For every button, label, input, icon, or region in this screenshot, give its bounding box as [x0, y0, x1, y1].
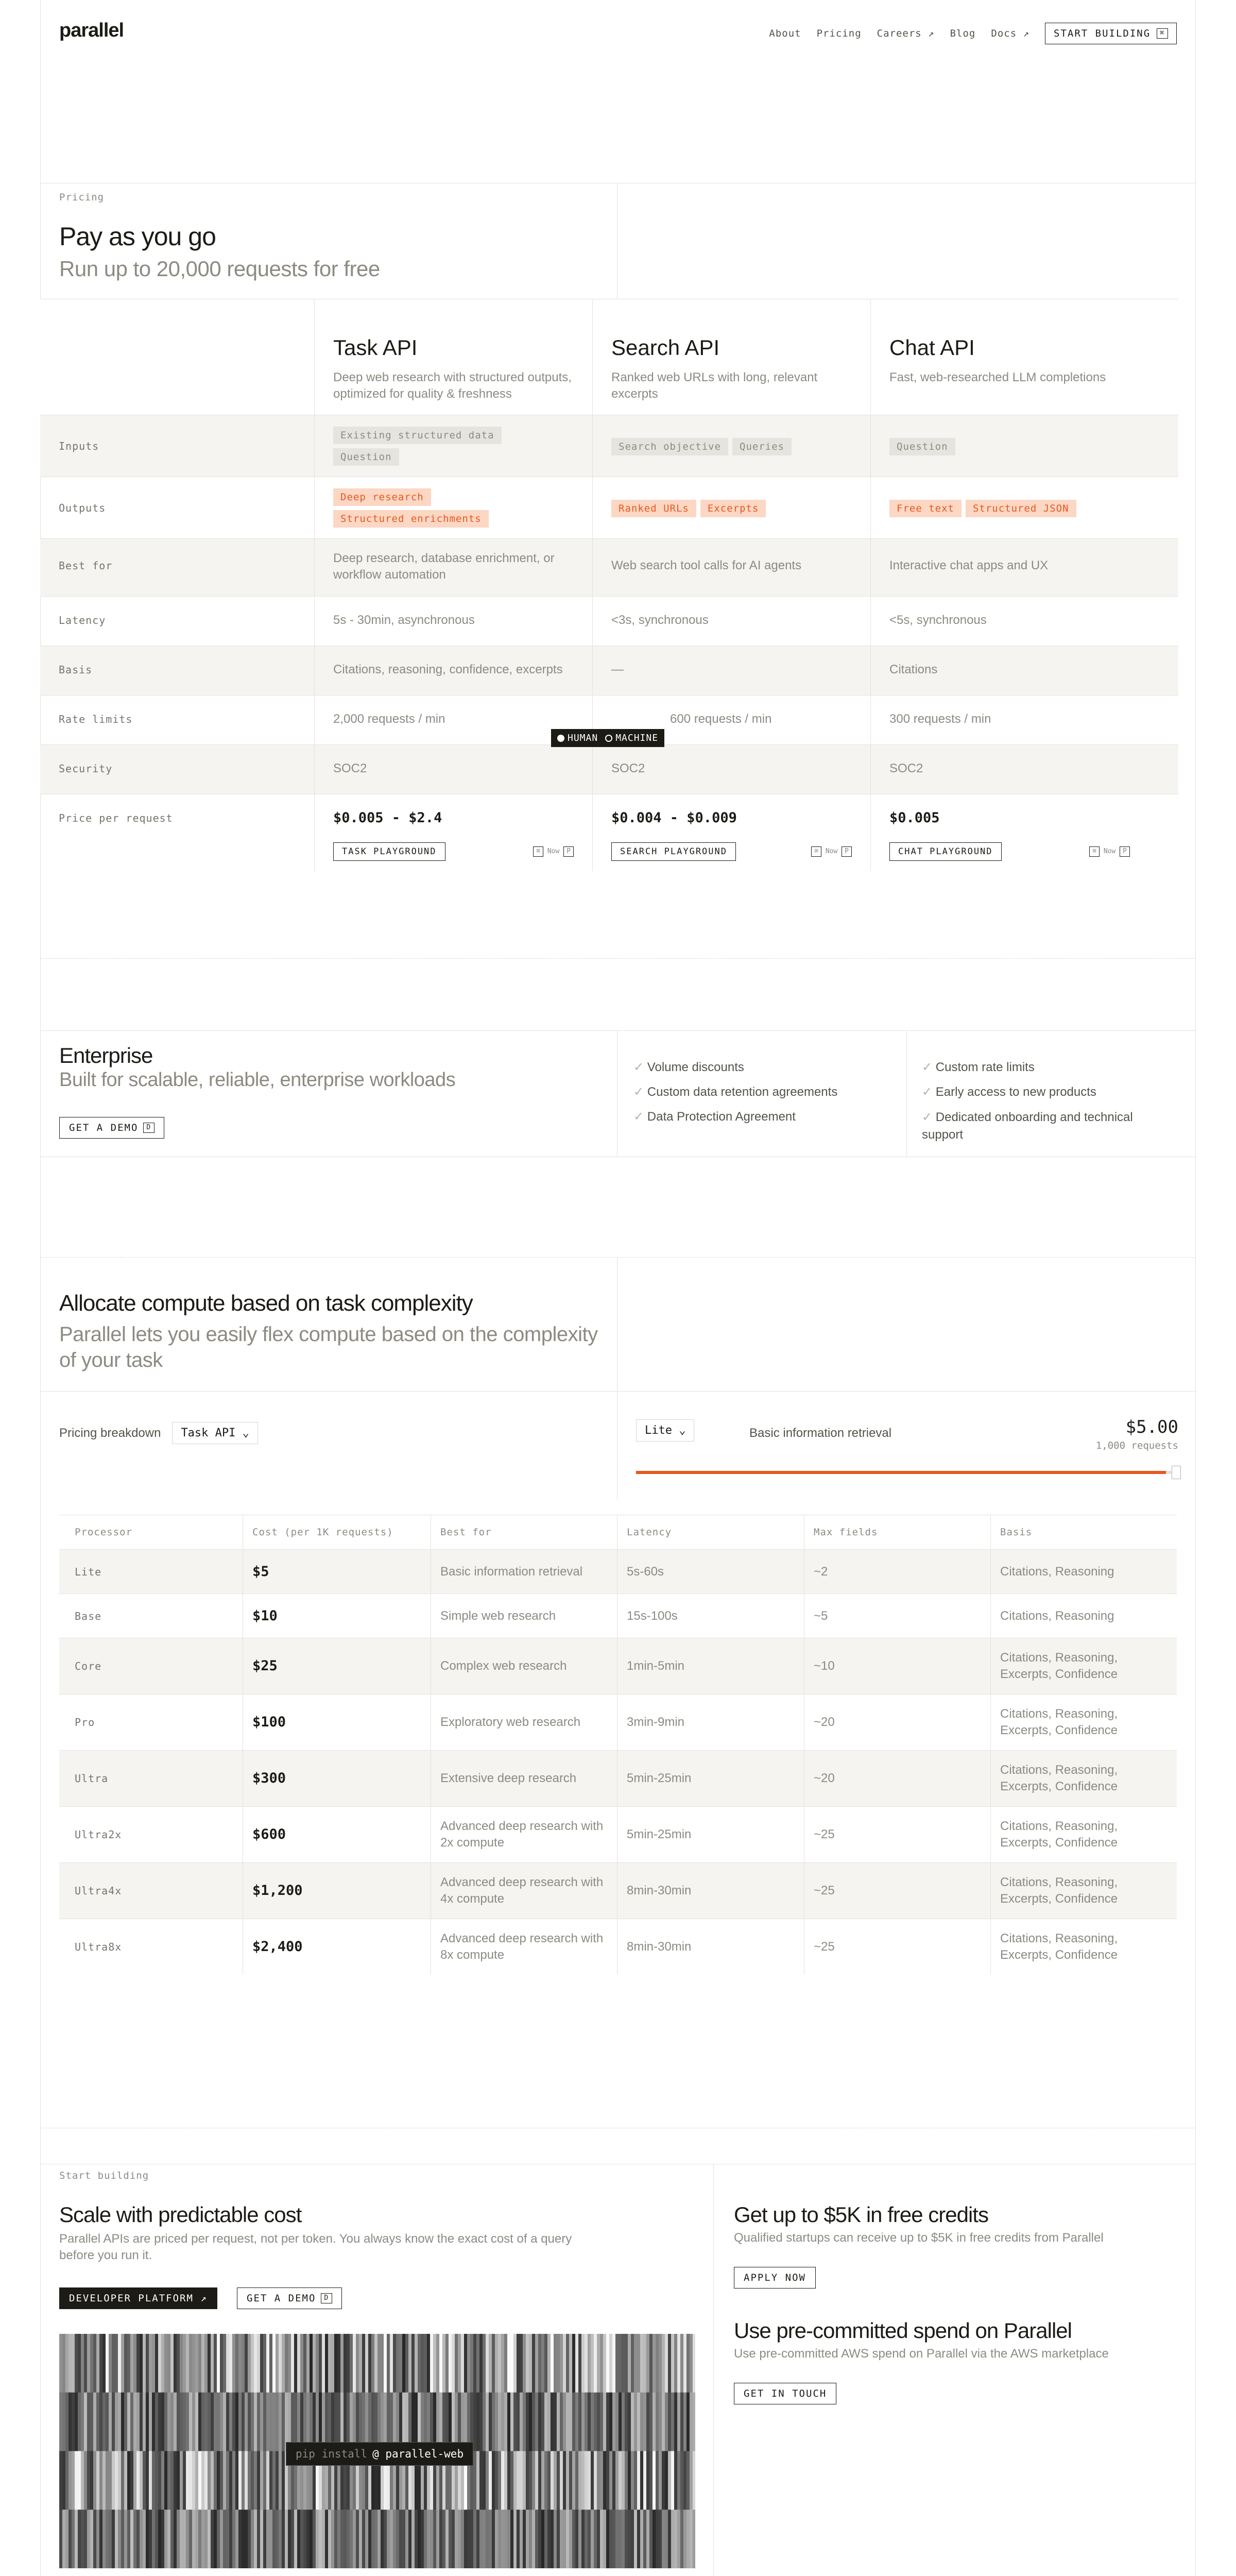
start-eyebrow: Start building: [59, 2170, 149, 2181]
table-row: [40, 596, 1178, 646]
developer-platform-button[interactable]: DEVELOPER PLATFORM ↗: [59, 2287, 217, 2309]
api-desc: Fast, web-researched LLM completions: [889, 370, 1106, 384]
kbd-icon: ⌘: [1157, 28, 1168, 39]
feature-item: [633, 1055, 837, 1080]
chevron-down-icon: ⌄: [242, 1427, 249, 1439]
check-icon: ✓: [633, 1060, 647, 1074]
machine-label: MACHINE: [615, 733, 659, 743]
api-desc: Ranked web URLs with long, relevant excerpts: [611, 370, 818, 401]
table-row: [40, 744, 1178, 794]
logo[interactable]: parallel: [59, 20, 124, 41]
table-cell-processor: Pro: [75, 1716, 95, 1728]
chevron-down-icon: ⌄: [679, 1424, 686, 1437]
cell: 2,000 requests / min: [314, 696, 592, 744]
pricing-title: Pay as you go: [59, 222, 216, 251]
output-pill: Structured enrichments: [333, 510, 489, 528]
api-select-value: Task API: [181, 1427, 236, 1439]
input-pill: Queries: [732, 438, 792, 455]
table-cell-max: ~20: [804, 1751, 990, 1806]
output-pill: Excerpts: [700, 500, 766, 517]
kbd-icon: P: [1120, 846, 1130, 857]
col-header: Max fields: [804, 1515, 990, 1549]
table-cell-cost: $600: [243, 1807, 431, 1862]
api-name: Task API: [333, 335, 418, 360]
check-icon: ✓: [633, 1085, 647, 1099]
row-label: Rate limits: [59, 713, 133, 725]
table-cell-processor: Base: [75, 1609, 102, 1622]
feature-item: [633, 1105, 837, 1129]
table-row: [59, 1549, 1177, 1594]
nav-about[interactable]: About: [769, 28, 801, 39]
compute-rows: [59, 1549, 1177, 1975]
cell: Citations, reasoning, confidence, excerpts: [314, 646, 592, 695]
slider-handle[interactable]: [1172, 1466, 1181, 1479]
output-pill: Ranked URLs: [611, 500, 696, 517]
divider: [906, 1030, 907, 1157]
kbd-icon: P: [842, 846, 852, 857]
table-corner: [40, 299, 314, 415]
row-label: Latency: [59, 614, 106, 626]
table-row: [59, 1694, 1177, 1750]
table-row: [40, 299, 1178, 415]
kbd-now: Now: [547, 848, 560, 855]
outputs-cell: [592, 477, 870, 538]
table-cell-basis: Citations, Reasoning, Excerpts, Confidence: [990, 1863, 1177, 1919]
table-row: [40, 538, 1178, 596]
table-cell-basis: Citations, Reasoning, Excerpts, Confidence: [990, 1919, 1177, 1975]
aws-desc: Use pre-committed AWS spend on Parallel via the AWS marketplace: [734, 2347, 1109, 2361]
pricing-subtitle: Run up to 20,000 requests for free: [59, 257, 380, 281]
table-cell-processor: Lite: [75, 1565, 102, 1578]
cell: 300 requests / min: [870, 696, 1148, 744]
table-header: [59, 1515, 1177, 1549]
api-desc: Deep web research with structured outputs, optimized for quality & freshness: [333, 370, 572, 401]
table-cell-max: ~25: [804, 1807, 990, 1862]
table-cell-latency: 3min-9min: [617, 1694, 804, 1750]
divider: [40, 1391, 1196, 1392]
request-slider[interactable]: [636, 1471, 1177, 1474]
row-label: Outputs: [59, 502, 106, 514]
computed-requests: 1,000 requests: [1095, 1440, 1178, 1451]
output-pill: Deep research: [333, 488, 431, 506]
slider-fill: [636, 1471, 1166, 1474]
table-cell-cost: $5: [243, 1550, 431, 1594]
kbd-hint: [1089, 846, 1130, 857]
api-name: Chat API: [889, 335, 975, 360]
kbd-icon: D: [321, 2293, 332, 2303]
table-cell-processor: Ultra2x: [75, 1828, 122, 1841]
table-cell-basis: Citations, Reasoning: [990, 1594, 1177, 1638]
divider: [713, 2164, 714, 2576]
nav-careers[interactable]: Careers ↗: [877, 28, 935, 39]
credits-desc: Qualified startups can receive up to $5K in free credits from Parallel: [734, 2231, 1104, 2245]
table-cell-max: ~10: [804, 1638, 990, 1694]
output-pill: Structured JSON: [966, 500, 1076, 517]
table-row: [40, 794, 1178, 871]
table-cell-basis: Citations, Reasoning: [990, 1550, 1177, 1594]
demo-label: GET A DEMO: [247, 2293, 316, 2304]
api-col-chat: [870, 299, 1148, 415]
col-header: Cost (per 1K requests): [243, 1515, 431, 1549]
price-value: $0.005: [889, 810, 940, 826]
price-value: $0.005 - $2.4: [333, 810, 442, 826]
pricing-eyebrow: Pricing: [59, 192, 105, 203]
start-desc: Parallel APIs are priced per request, not per token. You always know the exact cost of a query before you run it.: [59, 2232, 572, 2262]
processor-select[interactable]: [636, 1419, 694, 1442]
cell: Citations: [870, 646, 1148, 695]
install-package: @ parallel-web: [372, 2448, 464, 2460]
table-cell-cost: $2,400: [243, 1919, 431, 1975]
get-in-touch-button[interactable]: GET IN TOUCH: [734, 2383, 836, 2404]
table-cell-processor: Ultra8x: [75, 1941, 122, 1953]
table-cell-max: ~5: [804, 1594, 990, 1638]
inputs-cell: [314, 415, 592, 477]
table-cell-processor: Core: [75, 1660, 102, 1672]
table-cell-max: ~2: [804, 1550, 990, 1594]
api-col-search: [592, 299, 870, 415]
table-cell-basis: Citations, Reasoning, Excerpts, Confidence: [990, 1638, 1177, 1694]
table-cell-cost: $10: [243, 1594, 431, 1638]
table-row: [59, 1638, 1177, 1694]
cell: 5s - 30min, asynchronous: [314, 597, 592, 646]
task-playground-button[interactable]: TASK PLAYGROUND: [333, 842, 445, 861]
credits-title: Get up to $5K in free credits: [734, 2202, 988, 2227]
kbd-icon: P: [563, 846, 574, 857]
table-cell-basis: Citations, Reasoning, Excerpts, Confidence: [990, 1807, 1177, 1862]
table-row: [40, 415, 1178, 477]
nav-pricing[interactable]: Pricing: [816, 28, 862, 39]
kbd-now: Now: [825, 848, 838, 855]
output-pill: Free text: [889, 500, 962, 517]
row-label: Price per request: [59, 812, 173, 824]
machine-option[interactable]: [605, 733, 658, 743]
search-playground-button[interactable]: SEARCH PLAYGROUND: [611, 842, 736, 861]
table-row: [40, 646, 1178, 695]
start-demo-button[interactable]: [237, 2287, 342, 2309]
kbd-icon: ⌘: [1089, 846, 1100, 857]
price-value: $0.004 - $0.009: [611, 810, 737, 826]
col-header: Best for: [431, 1515, 617, 1549]
table-row: [40, 477, 1178, 538]
row-label: Best for: [59, 560, 113, 572]
top-nav: [769, 23, 1177, 44]
table-cell-max: ~25: [804, 1863, 990, 1919]
cell: Web search tool calls for AI agents: [592, 539, 870, 596]
table-cell-best: Simple web research: [431, 1594, 617, 1638]
table-row: [59, 1919, 1177, 1975]
table-row: [59, 1594, 1177, 1638]
input-pill: Question: [333, 448, 399, 466]
processor-select-value: Lite: [645, 1424, 672, 1437]
price-cell: [870, 794, 1148, 871]
row-label: Basis: [59, 664, 93, 676]
table-cell-latency: 8min-30min: [617, 1919, 804, 1975]
row-label: Inputs: [59, 440, 99, 452]
start-building-button[interactable]: [1045, 23, 1177, 44]
computed-price: $5.00: [1125, 1417, 1178, 1437]
feature-list-left: [633, 1055, 837, 1129]
price-cell: [592, 794, 870, 871]
install-command[interactable]: [286, 2442, 473, 2466]
pricing-breakdown: [59, 1422, 258, 1444]
feature-text: Volume discounts: [647, 1060, 744, 1074]
row-label: Security: [59, 762, 113, 775]
kbd-hint: [811, 846, 852, 857]
input-pill: Existing structured data: [333, 427, 502, 444]
human-machine-toggle[interactable]: [551, 729, 664, 747]
kbd-now: Now: [1103, 848, 1116, 855]
feature-text: Data Protection Agreement: [647, 1110, 796, 1124]
aws-title: Use pre-committed spend on Parallel: [734, 2318, 1072, 2343]
demo-label: GET A DEMO: [69, 1122, 139, 1133]
outputs-cell: [870, 477, 1148, 538]
table-cell-best: Advanced deep research with 4x compute: [431, 1863, 617, 1919]
install-prefix: pip install: [296, 2448, 368, 2460]
compute-table: [59, 1515, 1177, 1975]
cell: <5s, synchronous: [870, 597, 1148, 646]
check-icon: ✓: [922, 1060, 936, 1074]
enterprise-subtitle: Built for scalable, reliable, enterprise workloads: [59, 1069, 456, 1091]
divider: [40, 958, 1196, 959]
divider: [40, 1030, 1196, 1031]
feature-text: Custom rate limits: [935, 1060, 1035, 1074]
cell: Deep research, database enrichment, or workflow automation: [314, 539, 592, 596]
kbd-icon: ⌘: [533, 846, 543, 857]
kbd-icon: D: [143, 1123, 154, 1133]
table-cell-max: ~25: [804, 1919, 990, 1975]
table-cell-best: Advanced deep research with 8x compute: [431, 1919, 617, 1975]
feature-text: Custom data retention agreements: [647, 1085, 838, 1099]
table-cell-basis: Citations, Reasoning, Excerpts, Confidence: [990, 1694, 1177, 1750]
kbd-hint: [533, 846, 574, 857]
feature-item: [633, 1080, 837, 1105]
nav-blog[interactable]: Blog: [950, 28, 976, 39]
col-header: Processor: [75, 1527, 132, 1538]
api-name: Search API: [611, 335, 720, 360]
price-cell: [314, 794, 592, 871]
inputs-cell: [870, 415, 1148, 477]
feature-text: Early access to new products: [935, 1085, 1096, 1099]
feature-item: [922, 1105, 1169, 1144]
enterprise-demo-button[interactable]: [59, 1117, 164, 1139]
table-cell-best: Advanced deep research with 2x compute: [431, 1807, 617, 1862]
compute-title: Allocate compute based on task complexity: [59, 1291, 473, 1316]
cell: <3s, synchronous: [592, 597, 870, 646]
input-pill: Question: [889, 438, 955, 455]
table-cell-latency: 5min-25min: [617, 1807, 804, 1862]
outputs-cell: [314, 477, 592, 538]
table-cell-best: Complex web research: [431, 1638, 617, 1694]
cell: SOC2: [314, 745, 592, 794]
divider: [40, 1257, 1196, 1258]
table-cell-best: Exploratory web research: [431, 1694, 617, 1750]
col-header: Basis: [990, 1515, 1177, 1549]
table-cell-max: ~20: [804, 1694, 990, 1750]
feature-text: Dedicated onboarding and technical support: [922, 1110, 1133, 1142]
table-cell-latency: 5s-60s: [617, 1550, 804, 1594]
nav-docs[interactable]: Docs ↗: [991, 28, 1030, 39]
start-title: Scale with predictable cost: [59, 2202, 302, 2227]
table-cell-cost: $1,200: [243, 1863, 431, 1919]
input-pill: Search objective: [611, 438, 728, 455]
table-cell-latency: 8min-30min: [617, 1863, 804, 1919]
table-cell-processor: Ultra: [75, 1772, 109, 1785]
table-row: [59, 1806, 1177, 1862]
table-cell-latency: 5min-25min: [617, 1751, 804, 1806]
cell: Interactive chat apps and UX: [870, 539, 1148, 596]
processor-desc: Basic information retrieval: [749, 1426, 892, 1440]
human-option[interactable]: [557, 733, 598, 743]
enterprise-title: Enterprise: [59, 1043, 153, 1067]
start-building-label: START BUILDING: [1054, 28, 1151, 39]
feature-item: [922, 1055, 1169, 1080]
table-row: [59, 1750, 1177, 1806]
table-cell-cost: $100: [243, 1694, 431, 1750]
table-cell-basis: Citations, Reasoning, Excerpts, Confidence: [990, 1751, 1177, 1806]
cell: 600 requests / min: [592, 696, 870, 744]
api-select[interactable]: [172, 1422, 258, 1444]
col-header: Latency: [617, 1515, 804, 1549]
breakdown-label: Pricing breakdown: [59, 1426, 161, 1440]
chat-playground-button[interactable]: CHAT PLAYGROUND: [889, 842, 1002, 861]
table-cell-cost: $25: [243, 1638, 431, 1694]
pricing-table: [40, 299, 1178, 871]
api-col-task: [314, 299, 592, 415]
table-cell-best: Basic information retrieval: [431, 1550, 617, 1594]
compute-subtitle: Parallel lets you easily flex compute based on the complexity of your task: [59, 1323, 598, 1371]
radio-off-icon: [605, 735, 612, 742]
kbd-icon: ⌘: [811, 846, 821, 857]
table-row: [59, 1862, 1177, 1919]
feature-list-right: [922, 1055, 1169, 1144]
check-icon: ✓: [633, 1110, 647, 1124]
inputs-cell: [592, 415, 870, 477]
check-icon: ✓: [922, 1085, 936, 1099]
table-cell-latency: 15s-100s: [617, 1594, 804, 1638]
cell: SOC2: [870, 745, 1148, 794]
table-cell-processor: Ultra4x: [75, 1885, 122, 1897]
cell: —: [592, 646, 870, 695]
feature-item: [922, 1080, 1169, 1105]
apply-now-button[interactable]: APPLY NOW: [734, 2267, 816, 2289]
cell: SOC2: [592, 745, 870, 794]
table-cell-best: Extensive deep research: [431, 1751, 617, 1806]
radio-on-icon: [557, 735, 564, 742]
human-label: HUMAN: [568, 733, 598, 743]
table-cell-latency: 1min-5min: [617, 1638, 804, 1694]
table-cell-cost: $300: [243, 1751, 431, 1806]
check-icon: ✓: [922, 1110, 936, 1124]
